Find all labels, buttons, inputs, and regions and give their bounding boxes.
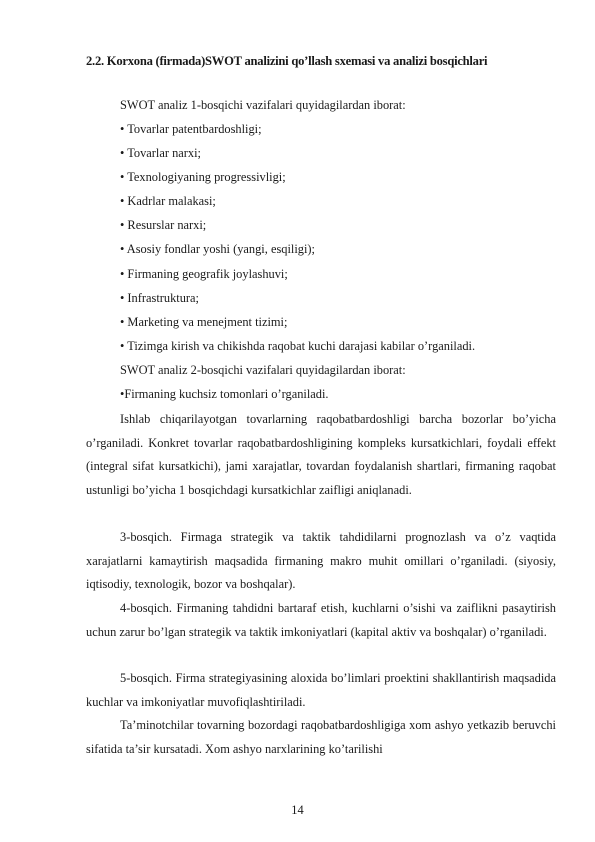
list-item: • Texnologiyaning progressivligi; (120, 170, 286, 184)
section-heading: 2.2. Korxona (firmada)SWOT analizini qo’llash sxemasi va analizi bosqichlari (86, 54, 488, 68)
list-item: • Tizimga kirish va chikishda raqobat kuchi darajasi kabilar o’rganiladi. (120, 339, 476, 353)
list-item: • Marketing va menejment tizimi; (120, 315, 288, 329)
list-item: • Tovarlar narxi; (120, 146, 201, 160)
body-paragraph: Ishlab chiqarilayotgan tovarlarning raqobatbardoshligi barcha bozorlar bo’yicha o’rganiladi. Konkret tovarlar raqobatbardoshligining kompleks kursatkichlari, foydali effekt (integral sifat kursatkichi), jami xarajatlar, tovardan foydalanish shartlari, firmaning raqobat ustunligi bo’yicha 1 bosqichdagi kursatkichlar zaifligi aniqlanadi. (86, 412, 556, 497)
list-item: • Firmaning geografik joylashuvi; (120, 267, 288, 281)
list-item: • Resurslar narxi; (120, 218, 207, 232)
list-item: •Firmaning kuchsiz tomonlari o’rganiladi. (120, 387, 329, 401)
body-paragraph: 4-bosqich. Firmaning tahdidni bartaraf etish, kuchlarni o’sishi va zaiflikni pasaytirish uchun zarur bo’lgan strategik va taktik imkoniyatlari (kapital aktiv va boshqalar) o’rganiladi. (86, 601, 556, 639)
list-item: • Infrastruktura; (120, 291, 199, 305)
body-paragraph: 5-bosqich. Firma strategiyasining aloxida bo’limlari proektini shakllantirish maqsadida kuchlar va imkoniyatlar muvofiqlashtiriladi. (86, 671, 556, 709)
list-item: • Tovarlar patentbardoshligi; (120, 122, 262, 136)
list-item: • Kadrlar malakasi; (120, 194, 216, 208)
body-paragraph: 3-bosqich. Firmaga strategik va taktik tahdidilarni prognozlash va o’z vaqtida xarajatlarni kamaytirish maqsadida firmaning makro muhit omillari o’rganiladi. (siyosiy, iqtisodiy, texnologik, bozor va boshqalar). (86, 530, 556, 591)
intro-stage-2: SWOT analiz 2-bosqichi vazifalari quyidagilardan iborat: (120, 363, 406, 377)
body-paragraph: Ta’minotchilar tovarning bozordagi raqobatbardoshligiga xom ashyo yetkazib beruvchi sifatida ta’sir kursatadi. Xom ashyo narxlarining ko’tarilishi (86, 718, 556, 756)
page-number: 14 (291, 803, 304, 817)
list-item: • Asosiy fondlar yoshi (yangi, esqiligi); (120, 242, 316, 256)
intro-stage-1: SWOT analiz 1-bosqichi vazifalari quyidagilardan iborat: (120, 98, 406, 112)
